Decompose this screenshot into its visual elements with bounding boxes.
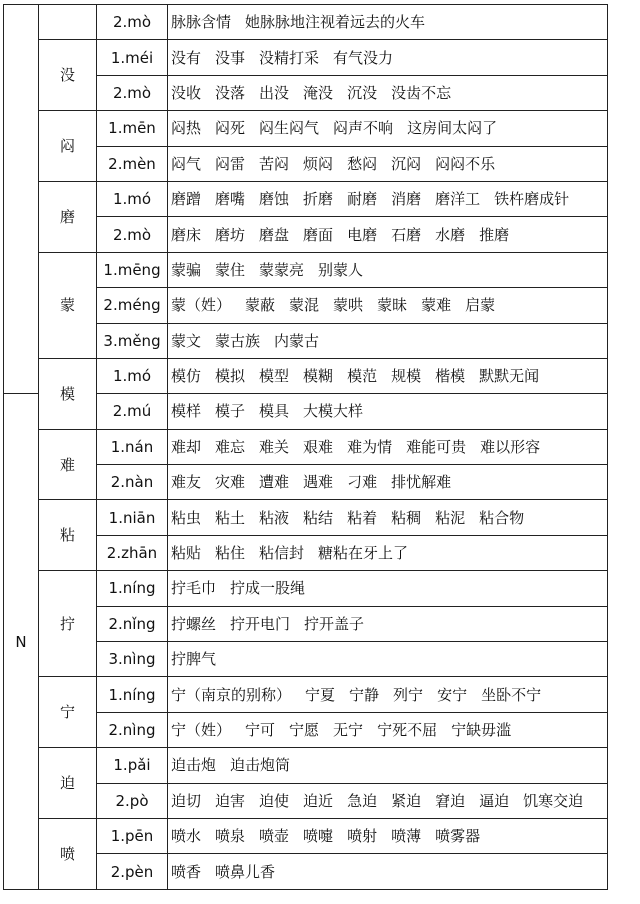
pinyin-reading: 1.nán: [97, 429, 168, 464]
example-word: 难忘: [215, 437, 246, 456]
example-word: 无宁: [333, 721, 364, 739]
example-word: 难友: [171, 473, 202, 492]
example-word: 闷雷: [215, 154, 246, 173]
table-row: [4, 571, 608, 606]
table-row: [4, 677, 608, 712]
example-word: 粘泥: [435, 508, 466, 527]
example-word: 迫近: [303, 791, 334, 810]
example-word: 列宁: [393, 685, 424, 704]
example-word: 逼迫: [479, 791, 510, 810]
pinyin-reading: 1.niān: [97, 500, 168, 535]
example-word: 消磨: [391, 190, 422, 209]
example-word: 饥寒交迫: [523, 791, 584, 810]
example-words: [168, 217, 608, 252]
example-word: 模子: [215, 402, 246, 421]
example-word: 蒙混: [289, 296, 320, 315]
pinyin-reading: 2.mò: [97, 75, 168, 110]
example-word: 拧脾气: [171, 650, 217, 669]
table-row: [4, 500, 608, 535]
example-word: 蒙难: [421, 296, 452, 315]
example-word: 电磨: [347, 225, 378, 244]
example-words: [168, 818, 608, 853]
example-word: 拧开盖子: [304, 614, 365, 633]
polyphone-table: [3, 4, 608, 890]
example-word: 烦闷: [303, 154, 334, 173]
example-word: 迫使: [259, 791, 290, 810]
example-word: 喷射: [347, 827, 378, 846]
example-word: 闷热: [171, 119, 202, 138]
example-word: 宁可: [245, 721, 276, 739]
example-word: 磨盘: [259, 225, 290, 244]
example-word: 喷壶: [259, 827, 290, 846]
polyphone-character: 喷: [39, 818, 97, 889]
example-words: [168, 465, 608, 500]
example-word: 迫害: [215, 791, 246, 810]
pinyin-reading: 1.níng: [97, 571, 168, 606]
example-word: 遇难: [303, 473, 334, 492]
pinyin-reading: 2.mò: [97, 5, 168, 40]
example-word: 默默无闻: [479, 367, 540, 386]
polyphone-character: 模: [39, 358, 97, 429]
example-word: 模样: [171, 402, 202, 421]
pinyin-reading: 1.mēn: [97, 111, 168, 146]
pinyin-reading: 3.měng: [97, 323, 168, 358]
example-word: 蒙骗: [171, 260, 202, 279]
example-word: 难能可贵: [406, 437, 467, 456]
example-word: 楷模: [435, 367, 466, 386]
example-word: 蒙古族: [215, 331, 261, 350]
example-words: [168, 606, 608, 641]
example-word: 这房间太闷了: [407, 119, 498, 138]
example-word: 宁（姓）: [171, 721, 232, 739]
pinyin-reading: 1.méi: [97, 40, 168, 75]
example-word: 宁静: [349, 685, 380, 704]
example-word: 蒙住: [215, 260, 246, 279]
example-word: 模范: [347, 367, 378, 386]
example-word: 难却: [171, 437, 202, 456]
polyphone-character: 拧: [39, 571, 97, 677]
example-words: [168, 358, 608, 393]
example-word: 折磨: [303, 190, 334, 209]
example-word: 艰难: [303, 437, 334, 456]
example-word: 糖粘在牙上了: [318, 544, 409, 563]
pinyin-reading: 2.mú: [97, 394, 168, 429]
table-row: [4, 429, 608, 464]
example-word: 拧毛巾: [171, 579, 217, 598]
polyphone-character: 迫: [39, 748, 97, 819]
example-word: 磨蚀: [259, 190, 290, 209]
example-word: 没齿不忘: [391, 83, 452, 102]
example-word: 急迫: [347, 791, 378, 810]
example-words: [168, 500, 608, 535]
pinyin-reading: 1.pēn: [97, 818, 168, 853]
example-word: 遭难: [259, 473, 290, 492]
pinyin-reading: 2.pò: [97, 783, 168, 818]
pinyin-reading: 2.mò: [97, 217, 168, 252]
example-word: 粘着: [347, 508, 378, 527]
example-word: 喷水: [171, 827, 202, 846]
example-word: 难以形容: [480, 437, 541, 456]
example-word: 粘液: [259, 508, 290, 527]
pinyin-reading: 1.mó: [97, 358, 168, 393]
section-letter: N: [4, 394, 39, 889]
table-row: [4, 748, 608, 783]
example-word: 喷鼻儿香: [215, 862, 276, 881]
example-word: 启蒙: [465, 296, 496, 315]
example-word: 闷死: [215, 119, 246, 138]
example-word: 沉闷: [391, 154, 422, 173]
example-word: 出没: [259, 83, 290, 102]
example-word: 难关: [259, 437, 290, 456]
example-word: 闷气: [171, 154, 202, 173]
example-word: 铁杵磨成针: [494, 190, 570, 209]
example-word: 蒙蔽: [245, 296, 276, 315]
example-word: 蒙（姓）: [171, 296, 232, 315]
example-words: [168, 252, 608, 287]
pinyin-reading: 2.zhān: [97, 535, 168, 570]
example-word: 迫击炮: [171, 756, 217, 775]
example-word: 闷生闷气: [259, 119, 320, 138]
example-word: 蒙蒙亮: [259, 260, 305, 279]
example-word: 喷香: [171, 862, 202, 881]
polyphone-character: 磨: [39, 181, 97, 252]
example-word: 粘信封: [259, 544, 305, 563]
example-word: 别蒙人: [318, 260, 364, 279]
example-word: 紧迫: [391, 791, 422, 810]
example-words: [168, 748, 608, 783]
pinyin-reading: 2.méng: [97, 288, 168, 323]
example-word: 粘稠: [391, 508, 422, 527]
example-word: 粘住: [215, 544, 246, 563]
example-word: 规模: [391, 367, 422, 386]
example-words: [168, 677, 608, 712]
example-word: 有气没力: [333, 48, 394, 67]
example-word: 磨面: [303, 225, 334, 244]
pinyin-reading: 2.nǐng: [97, 606, 168, 641]
example-word: 迫击炮筒: [230, 756, 291, 775]
example-words: [168, 783, 608, 818]
table-row: [4, 111, 608, 146]
example-word: 窘迫: [435, 791, 466, 810]
example-word: 模仿: [171, 367, 202, 386]
example-word: 刁难: [347, 473, 378, 492]
example-word: 粘结: [303, 508, 334, 527]
example-word: 蒙哄: [333, 296, 364, 315]
example-word: 磨嘴: [215, 190, 246, 209]
example-word: 没收: [171, 83, 202, 102]
example-words: [168, 429, 608, 464]
example-word: 推磨: [479, 225, 510, 244]
example-word: 排忧解难: [391, 473, 452, 492]
previous-letter-cell: [4, 5, 39, 394]
example-word: 愁闷: [347, 154, 378, 173]
example-word: 模型: [259, 367, 290, 386]
table-row: [4, 181, 608, 216]
example-words: [168, 642, 608, 677]
example-word: 内蒙古: [274, 331, 320, 350]
example-words: [168, 535, 608, 570]
pinyin-reading: 1.mó: [97, 181, 168, 216]
example-words: [168, 571, 608, 606]
example-words: [168, 288, 608, 323]
example-words: [168, 181, 608, 216]
example-word: 宁（南京的别称）: [171, 685, 292, 704]
example-word: 喷嚏: [303, 827, 334, 846]
example-word: 闷声不响: [333, 119, 394, 138]
example-words: [168, 394, 608, 429]
example-word: 宁死不屈: [377, 721, 438, 739]
example-word: 磨坊: [215, 225, 246, 244]
pinyin-reading: 2.nàn: [97, 465, 168, 500]
pinyin-reading: 2.pèn: [97, 854, 168, 889]
example-word: 蒙文: [171, 331, 202, 350]
example-word: 闷闷不乐: [435, 154, 496, 173]
polyphone-character: 闷: [39, 111, 97, 182]
example-word: 模糊: [303, 367, 334, 386]
example-word: 拧螺丝: [171, 614, 217, 633]
pinyin-reading: 3.nìng: [97, 642, 168, 677]
table-row: [4, 818, 608, 853]
example-word: 磨床: [171, 225, 202, 244]
example-words: [168, 40, 608, 75]
table-row: [4, 5, 608, 40]
example-word: 磨蹭: [171, 190, 202, 209]
example-word: 拧成一股绳: [230, 579, 306, 598]
example-word: 粘合物: [479, 508, 525, 527]
example-word: 没有: [171, 48, 202, 67]
example-word: 迫切: [171, 791, 202, 810]
example-words: [168, 75, 608, 110]
example-word: 难为情: [347, 437, 393, 456]
polyphone-table-body: [4, 5, 608, 890]
example-word: 坐卧不宁: [481, 685, 542, 704]
example-word: 喷雾器: [435, 827, 481, 846]
polyphone-character: 难: [39, 429, 97, 500]
example-word: 宁愿: [289, 721, 320, 739]
example-words: [168, 712, 608, 747]
example-word: 宁夏: [305, 685, 336, 704]
example-words: [168, 5, 608, 40]
example-word: 淹没: [303, 83, 334, 102]
example-words: [168, 111, 608, 146]
example-word: 苦闷: [259, 154, 290, 173]
polyphone-character: 没: [39, 40, 97, 111]
example-word: 耐磨: [347, 190, 378, 209]
example-word: 灾难: [215, 473, 246, 492]
example-word: 粘土: [215, 508, 246, 527]
example-word: 安宁: [437, 685, 468, 704]
example-word: 没落: [215, 83, 246, 102]
example-word: 大模大样: [303, 402, 364, 421]
table-row: [4, 358, 608, 393]
example-word: 模具: [259, 402, 290, 421]
example-words: [168, 323, 608, 358]
pinyin-reading: 1.mēng: [97, 252, 168, 287]
example-word: 她脉脉地注视着远去的火车: [245, 13, 426, 32]
table-row: [4, 40, 608, 75]
example-word: 脉脉含情: [171, 13, 232, 32]
example-word: 粘贴: [171, 544, 202, 563]
polyphone-character: 粘: [39, 500, 97, 571]
pinyin-reading: 1.pǎi: [97, 748, 168, 783]
example-word: 没精打采: [259, 48, 320, 67]
example-word: 石磨: [391, 225, 422, 244]
polyphone-character: 宁: [39, 677, 97, 748]
example-word: 喷泉: [215, 827, 246, 846]
pinyin-reading: 2.mèn: [97, 146, 168, 181]
example-word: 磨洋工: [435, 190, 481, 209]
example-words: [168, 854, 608, 889]
polyphone-character: 蒙: [39, 252, 97, 358]
example-words: [168, 146, 608, 181]
example-word: 拧开电门: [230, 614, 291, 633]
example-word: 水磨: [435, 225, 466, 244]
example-word: 没事: [215, 48, 246, 67]
pinyin-reading: 1.níng: [97, 677, 168, 712]
pinyin-reading: 2.nìng: [97, 712, 168, 747]
example-word: 粘虫: [171, 508, 202, 527]
example-word: 沉没: [347, 83, 378, 102]
example-word: 模拟: [215, 367, 246, 386]
table-row: [4, 252, 608, 287]
polyphone-character: [39, 5, 97, 40]
example-word: 宁缺毋滥: [451, 721, 512, 739]
example-word: 蒙昧: [377, 296, 408, 315]
example-word: 喷薄: [391, 827, 422, 846]
